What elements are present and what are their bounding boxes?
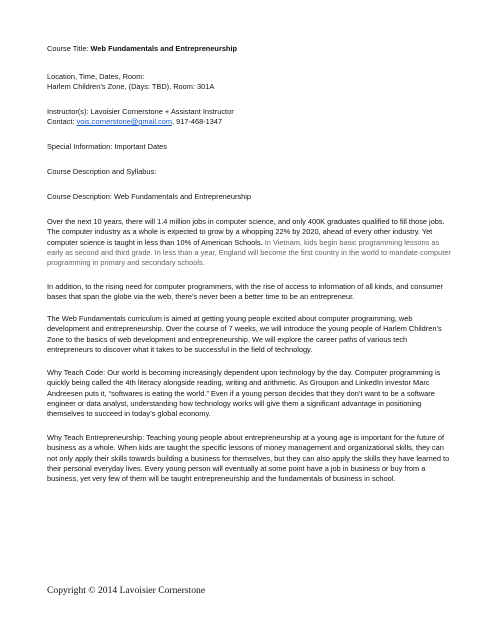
paragraph-curriculum: The Web Fundamentals curriculum is aimed at getting young people excited about computer programming, web development and entrepreneurship. Over the course of 7 weeks, we will introduce the young people of Harlem Children’s Zone to the basics of web development and entrepreneurship. We will explore the career paths of various tech entrepreneurs to discover what it takes to be successful in the field of technology. (47, 314, 442, 355)
course-description-heading: Course Description: Web Fundamentals and Entrepreneurship (47, 192, 252, 201)
location-value: Harlem Children’s Zone, (Days: TBD), Room: 301A (47, 82, 215, 91)
syllabus-heading: Course Description and Syllabus: (47, 167, 157, 176)
paragraph-why-teach-entrepreneurship: Why Teach Entrepreneurship: Teaching young people about entrepreneurship at a young age is important for the future of business as a whole. When kids are taught the specific lessons of money management and organizational skills, they can not only apply their skills towards building a business for themselves, but they can also apply the skills they have learned to their personal everyday lives. Every young person will eventually at some point have a job in business or buy from a business, yet very few of them will be taught entrepreneurship and the fundamentals of business in school. (47, 433, 450, 484)
paragraph-jobs-text: Over the next 10 years, there will 1.4 million jobs in computer science, and only 400K graduates qualified to fill those jobs. The computer industry as a whole is expected to grow by a whopping 22% by 2020, ahead of every other industry. Yet computer science is taught in less than 10% of American Schools. (47, 217, 445, 247)
paragraph-entrepreneur: In addition, to the rising need for computer programmers, with the rise of access to information of all kinds, and consumer bases that span the globe via the web, there’s never been a better time to be an entrepreneur. (47, 282, 444, 302)
special-information: Special Information: Important Dates (47, 142, 167, 151)
paragraph-jobs-gray-text: In Vietnam, kids begin basic programming lessons as early as second and third grade. In less than a year, England will become the first country in the world to mandate computer programming in primary and secondary schools. (47, 237, 451, 268)
copyright-footer: Copyright © 2014 Lavoisier Cornerstone (47, 585, 206, 596)
location-label: Location, Time, Dates, Room: (47, 72, 145, 81)
course-title-value: Web Fundamentals and Entrepreneurship (90, 44, 238, 53)
paragraph-why-teach-code: Why Teach Code: Our world is becoming increasingly dependent upon technology by the day. Computer programming is quickly being called the 4th literacy alongside reading, writing and arithmetic. As Groupon and LinkedIn investor Marc Andreesen puts it, “softwares is eating the world.” Even if a young person decides that they don’t want to be a software engineer or data analyst, understanding how technology works will give them a significant advantage in positioning themselves to succeed in today’s global economy. (47, 368, 441, 419)
email-link[interactable]: vois.cornerstone@gmail.com (76, 117, 172, 126)
course-title-line (47, 44, 452, 54)
course-title-label: Course Title: (47, 44, 91, 53)
contact-label: Contact: (47, 117, 77, 126)
contact-line (47, 117, 452, 127)
phone-number: , 917-468-1347 (171, 117, 223, 126)
instructor-line: Instructor(s): Lavoisier Cornerstone + Assistant Instructor (47, 107, 234, 116)
paragraph-jobs (47, 217, 455, 269)
